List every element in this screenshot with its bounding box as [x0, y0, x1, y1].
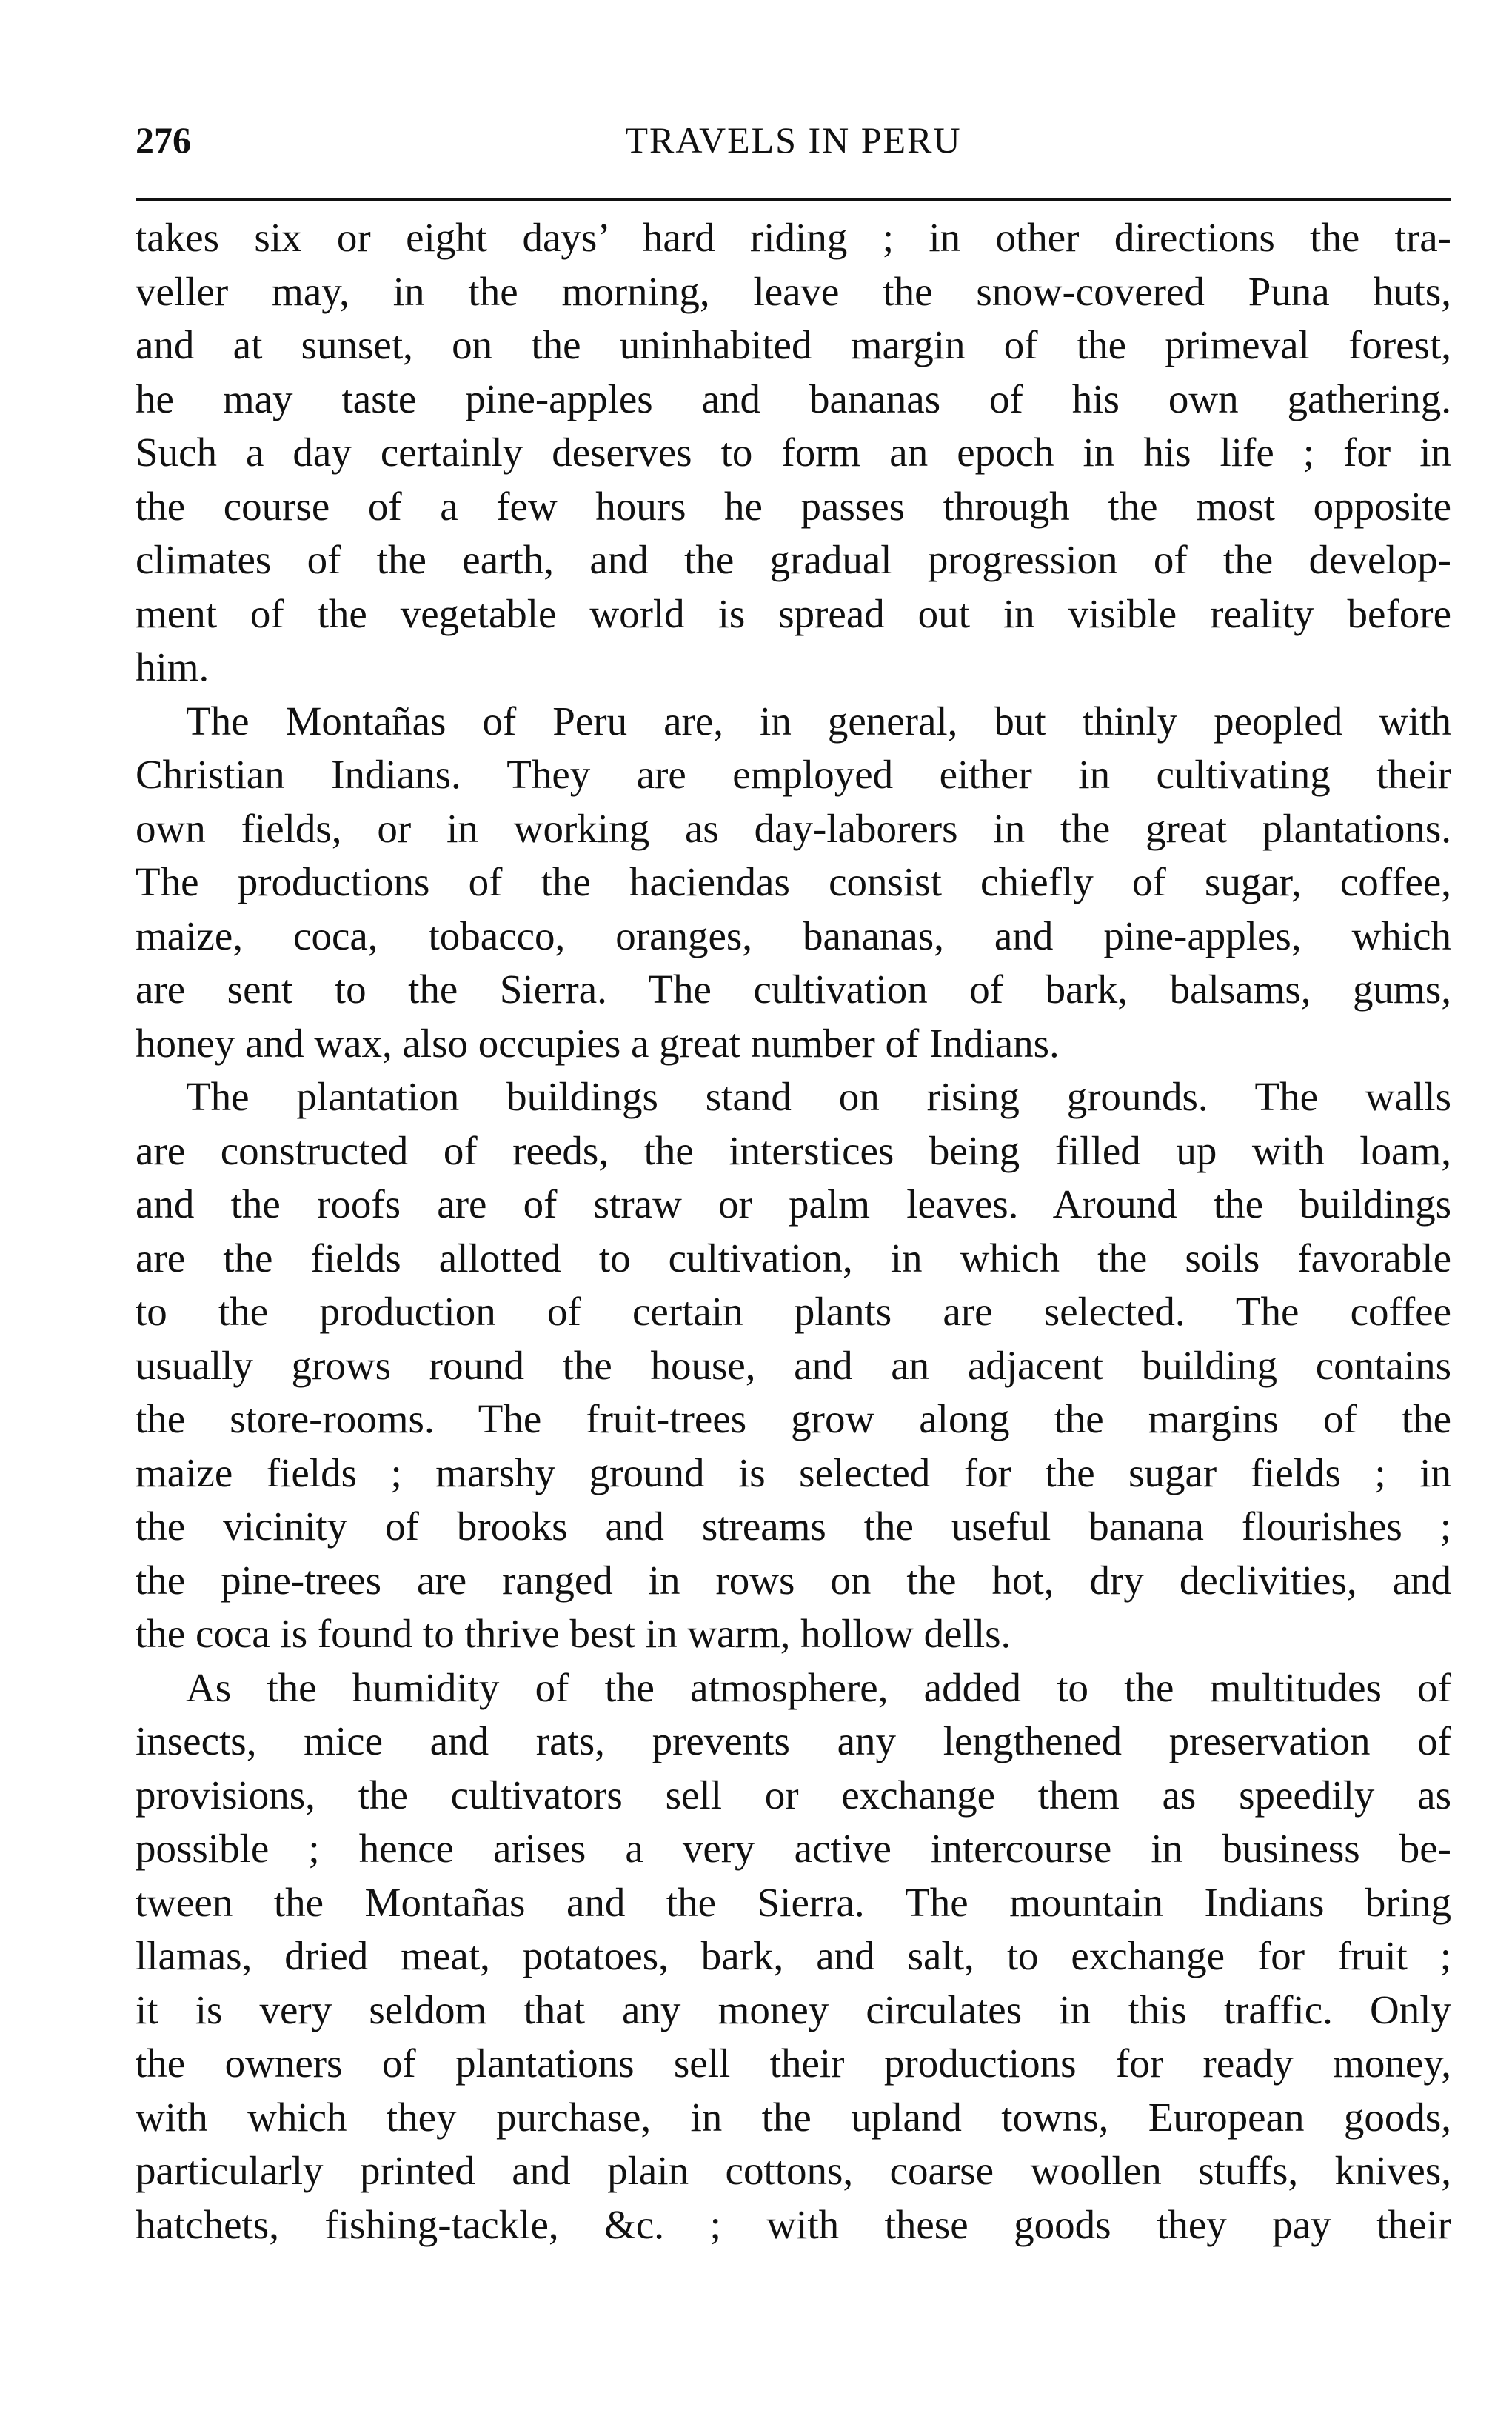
text-line: and at sunset, on the uninhabited margin of the primeval forest, — [136, 322, 1451, 367]
text-line: possible ; hence arises a very active intercourse in business be- — [136, 1826, 1451, 1871]
text-line: Such a day certainly deserves to form an epoch in his life ; for in — [136, 430, 1451, 475]
text-line: veller may, in the morning, leave the snow-covered Puna huts, — [136, 268, 1451, 314]
text-line: and the roofs are of straw or palm leaves. Around the buildings — [136, 1181, 1451, 1227]
text-line: are the fields allotted to cultivation, in which the soils favorable — [136, 1235, 1451, 1281]
text-line: to the production of certain plants are selected. The coffee — [136, 1289, 1451, 1334]
text-line: the vicinity of brooks and streams the useful banana flourishes ; — [136, 1504, 1451, 1549]
text-line: are sent to the Sierra. The cultivation of bark, balsams, gums, — [136, 967, 1451, 1012]
text-line: are constructed of reeds, the interstices being filled up with loam, — [136, 1127, 1451, 1173]
text-line: climates of the earth, and the gradual progression of the develop- — [136, 537, 1451, 582]
page-body — [136, 211, 1451, 2252]
text-line: the store-rooms. The fruit-trees grow along the margins of the — [136, 1396, 1451, 1441]
paragraph — [136, 1070, 1451, 1661]
page-number: 276 — [136, 119, 191, 161]
text-line: him. — [136, 644, 210, 690]
text-line: hatchets, fishing-tackle, &c. ; with these goods they pay their — [136, 2201, 1451, 2247]
text-line: maize, coca, tobacco, oranges, bananas, and pine-apples, which — [136, 912, 1451, 958]
text-line: Christian Indians. They are employed either in cultivating their — [136, 752, 1451, 797]
text-line: ment of the vegetable world is spread out in visible reality before — [136, 590, 1451, 636]
text-line: the owners of plantations sell their productions for ready money, — [136, 2040, 1451, 2086]
text-line: insects, mice and rats, prevents any lengthened preservation of — [136, 1718, 1451, 1763]
text-line: the pine-trees are ranged in rows on the hot, dry declivities, and — [136, 1557, 1451, 1603]
text-line: llamas, dried meat, potatoes, bark, and salt, to exchange for fruit ; — [136, 1933, 1451, 1978]
text-line: particularly printed and plain cottons, coarse woollen stuffs, knives, — [136, 2148, 1451, 2193]
text-line: honey and wax, also occupies a great number of Indians. — [136, 1020, 1060, 1066]
text-line: the course of a few hours he passes through the most opposite — [136, 483, 1451, 529]
text-line: he may taste pine-apples and bananas of his own gathering. — [136, 376, 1451, 421]
text-line: the coca is found to thrive best in warm, hollow dells. — [136, 1611, 1011, 1656]
text-line: own fields, or in working as day-laborers in the great plantations. — [136, 805, 1451, 851]
paragraph — [136, 695, 1451, 1071]
text-line: provisions, the cultivators sell or exchange them as speedily as — [136, 1772, 1451, 1818]
text-line: The productions of the haciendas consist chiefly of sugar, coffee, — [136, 859, 1451, 904]
paragraph — [136, 1661, 1451, 2252]
paragraph — [136, 211, 1451, 695]
text-line: it is very seldom that any money circulates in this traffic. Only — [136, 1986, 1451, 2032]
text-line: The Montañas of Peru are, in general, but thinly peopled with — [186, 698, 1451, 744]
header-rule — [136, 198, 1451, 201]
text-line: maize fields ; marshy ground is selected for the sugar fields ; in — [136, 1449, 1451, 1495]
text-line: with which they purchase, in the upland towns, European goods, — [136, 2094, 1451, 2140]
text-line: usually grows round the house, and an adjacent building contains — [136, 1342, 1451, 1388]
text-line: tween the Montañas and the Sierra. The mountain Indians bring — [136, 1879, 1451, 1925]
text-line: takes six or eight days’ hard riding ; in other directions the tra- — [136, 215, 1451, 260]
running-header — [136, 119, 1451, 170]
running-title: TRAVELS IN PERU — [625, 119, 962, 161]
text-line: As the humidity of the atmosphere, added to the multitudes of — [186, 1664, 1451, 1710]
text-line: The plantation buildings stand on rising grounds. The walls — [186, 1074, 1451, 1119]
